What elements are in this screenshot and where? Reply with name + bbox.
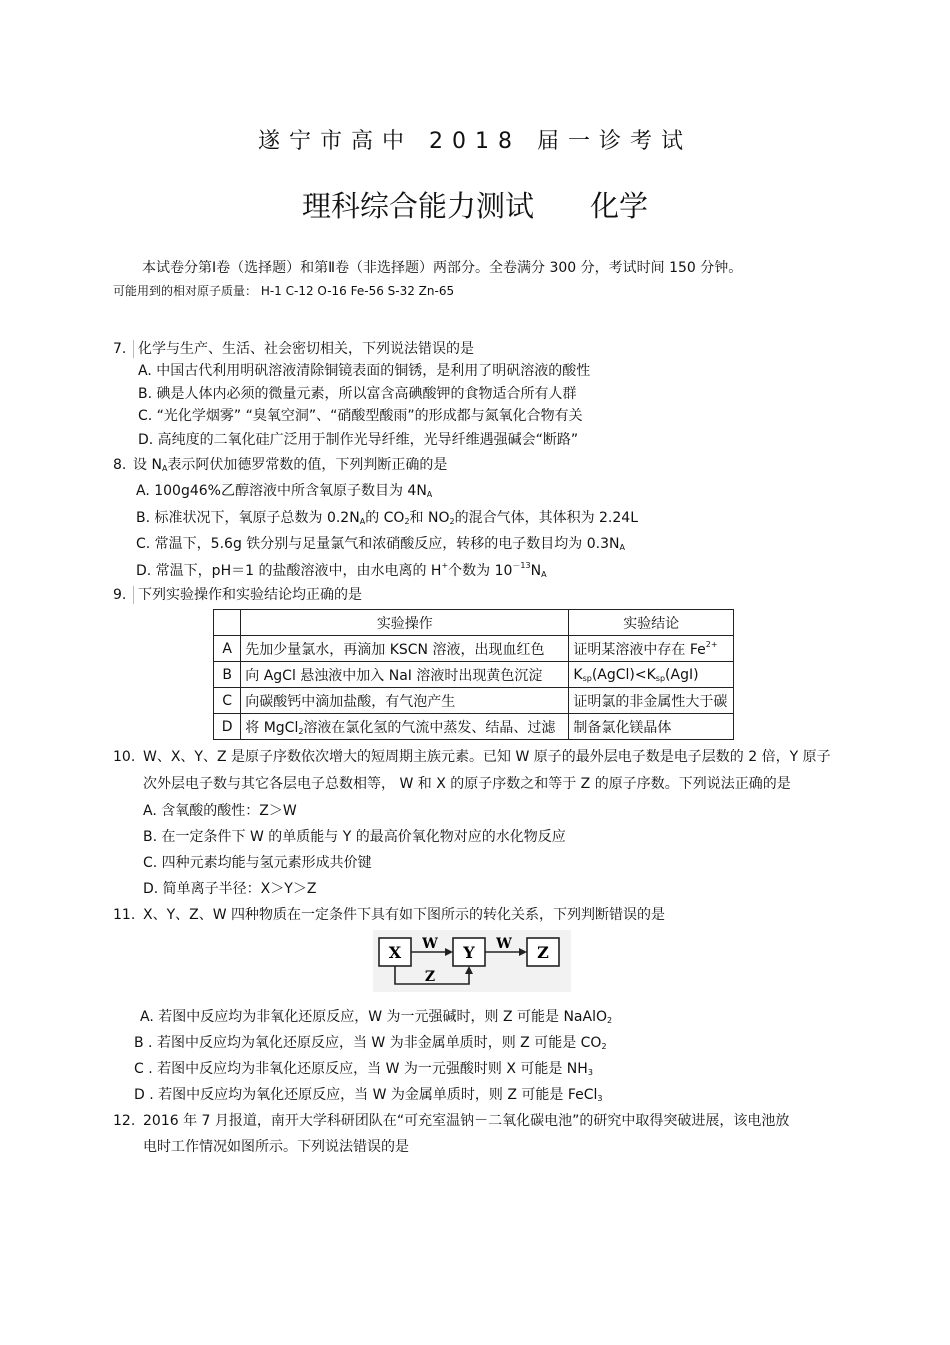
q10-stem-line1: W、X、Y、Z 是原子序数依次增大的短周期主族元素。已知 W 原子的最外层电子数是电子层数的 2 倍，Y 原子 [143,749,831,765]
q8-number: 8. [113,457,127,473]
row-operation: 将 MgCl$_2$溶液在氯化氢的气流中蒸发、结晶、过滤 [241,714,569,740]
row-conclusion: 证明氯的非金属性大于碳 [569,688,734,714]
q12-number: 12. [113,1113,136,1129]
table-row [214,714,734,740]
table-row [214,688,734,714]
table-header-blank [214,610,241,636]
q7-option-a: A. 中国古代利用明矾溶液清除铜镜表面的铜锈，是利用了明矾溶液的酸性 [138,363,591,379]
arrow-label-w2: W [496,936,512,952]
row-conclusion: 制备氯化镁晶体 [569,714,734,740]
q10-option-c: C. 四种元素均能与氢元素形成共价键 [143,855,372,871]
arrow-label-w1: W [422,936,438,952]
q10-number: 10. [113,749,136,765]
q7-option-b: B. 碘是人体内必须的微量元素，所以富含高碘酸钾的食物适合所有人群 [138,386,577,402]
box-z-label: Z [537,943,549,962]
q11-option-d: D . 若图中反应均为氧化还原反应，当 W 为金属单质时，则 Z 可能是 FeCl$_3$ [134,1087,603,1103]
table-row [214,636,734,662]
arrow-label-z: Z [424,969,436,985]
q7-number: 7. [113,341,127,357]
q8-option-d: D. 常温下，pH＝1 的盐酸溶液中，由水电离的 H+个数为 $10^{-13}N_A$ [136,561,547,579]
q8-option-b: B. 标准状况下，氧原子总数为 $0.2N_A$的 $CO_2$和 $NO_2$的混合气体，其体积为 2.24L [136,510,638,526]
q10-stem-line2: 次外层电子数与其它各层电子总数相等， W 和 X 的原子序数之和等于 Z 的原子序数。下列说法正确的是 [143,776,791,792]
exam-subtitle [0,184,950,225]
q11-option-b: B . 若图中反应均为氧化还原反应，当 W 为非金属单质时，则 Z 可能是 $CO_2$ [134,1035,607,1051]
q10-option-b: B. 在一定条件下 W 的单质能与 Y 的最高价氧化物对应的水化物反应 [143,829,566,845]
row-operation: 向碳酸钙中滴加盐酸，有气泡产生 [241,688,569,714]
intro-text: 本试卷分第Ⅰ卷（选择题）和第Ⅱ卷（非选择题）两部分。全卷满分 300 分，考试时间 150 分钟。 [142,260,743,276]
subtitle-main: 理科综合能力测试 [301,189,534,223]
q12-stem-line1: 2016 年 7 月报道，南开大学科研团队在“可充室温钠－二氧化碳电池”的研究中取得突破进展，该电池放 [143,1113,790,1129]
q12-stem-line2: 电时工作情况如图所示。下列说法错误的是 [143,1139,409,1155]
atomic-masses: 可能用到的相对原子质量： H-1 C-12 O-16 Fe-56 S-32 Zn-65 [113,284,455,298]
table-header-row [214,610,734,636]
table-header-operation: 实验操作 [241,610,569,636]
row-option: D [214,714,241,740]
row-conclusion: $K_{sp}(AgCl)<K_{sp}(AgI)$ [569,662,734,688]
q11-option-a: A. 若图中反应均为非氧化还原反应，W 为一元强碱时，则 Z 可能是 NaAlO$_2$ [140,1009,613,1025]
exam-title: 遂宁市高中 2018 届一诊考试 [258,129,692,154]
conversion-diagram [373,930,571,992]
q11-stem: X、Y、Z、W 四种物质在一定条件下具有如下图所示的转化关系，下列判断错误的是 [143,907,666,923]
q8-stem: 设 $N_A$表示阿伏加德罗常数的值，下列判断正确的是 [133,457,448,473]
table-row [214,662,734,688]
q8-option-c: C. 常温下，5.6g 铁分别与足量氯气和浓硝酸反应，转移的电子数目均为 $0.3N_A$ [136,536,625,552]
q10-option-d: D. 简单离子半径：X＞Y＞Z [143,881,317,897]
q8-option-a: A. 100g46%乙醇溶液中所含氧原子数目为 $4N_A$ [136,483,433,499]
q11-option-c: C . 若图中反应均为非氧化还原反应，当 W 为一元强酸时则 X 可能是 $NH_3$ [134,1061,593,1077]
row-conclusion: 证明某溶液中存在 $Fe^{2+}$ [569,636,734,662]
box-y-label: Y [463,943,475,962]
q7-stem: 化学与生产、生活、社会密切相关，下列说法错误的是 [133,340,474,358]
q7-option-d: D. 高纯度的二氧化硅广泛用于制作光导纤维，光导纤维遇强碱会“断路” [138,432,579,448]
experiment-table [213,609,734,740]
q7-option-c: C. “光化学烟雾” “臭氧空洞”、“硝酸型酸雨”的形成都与氮氧化合物有关 [138,408,583,424]
q9-stem: 下列实验操作和实验结论均正确的是 [133,586,362,604]
row-operation: 先加少量氯水，再滴加 KSCN 溶液，出现血红色 [241,636,569,662]
q10-option-a: A. 含氧酸的酸性：Z＞W [143,803,297,819]
row-option: B [214,662,241,688]
row-option: C [214,688,241,714]
row-operation: 向 AgCl 悬浊液中加入 NaI 溶液时出现黄色沉淀 [241,662,569,688]
box-x-label: X [388,943,402,962]
row-option: A [214,636,241,662]
q9-number: 9. [113,587,127,603]
subtitle-subject: 化学 [590,189,649,223]
table-header-conclusion: 实验结论 [569,610,734,636]
q11-number: 11. [113,907,136,923]
